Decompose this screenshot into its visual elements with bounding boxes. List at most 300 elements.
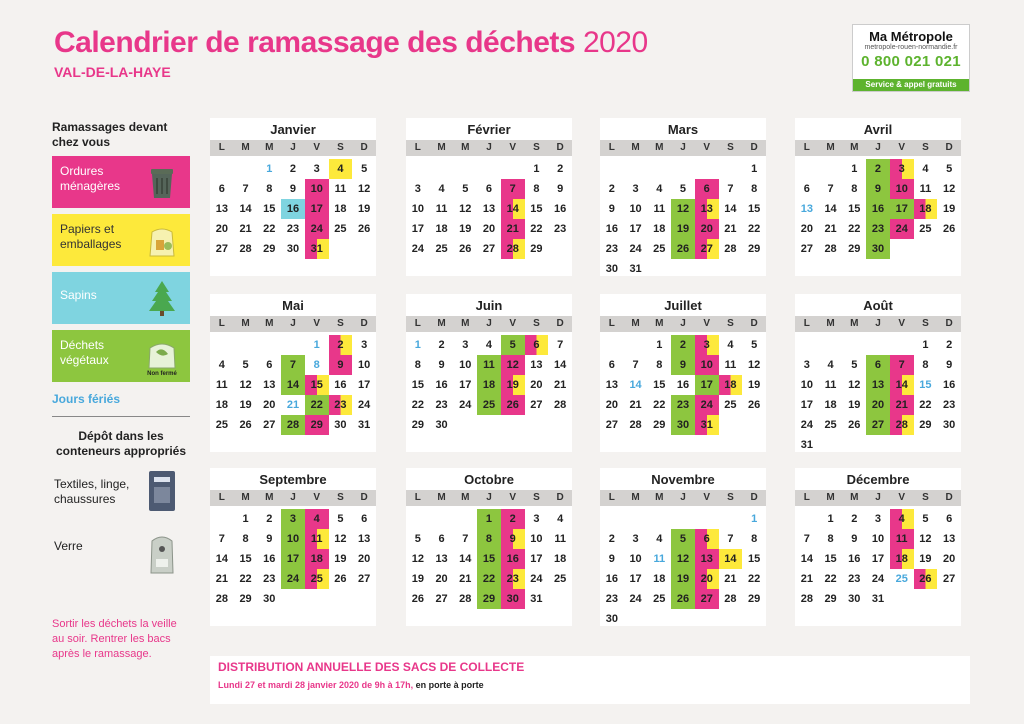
weekday-label: M [826,318,835,329]
day-cell: 27 [215,243,228,255]
day-cell: 15 [411,379,424,391]
day-cell: 15 [653,379,666,391]
day-cell: 22 [848,223,861,235]
holidays-legend: Jours fériés [52,392,121,406]
day-cell: 1 [751,163,758,175]
day-cell: 9 [608,203,615,215]
day-cell: 22 [263,223,276,235]
day-cell: 29 [919,419,932,431]
weekday-label: D [360,318,368,329]
month-7 [600,294,766,452]
day-cell: 6 [485,183,493,195]
day-cell: 4 [485,339,493,351]
day-cell: 17 [629,223,642,235]
weekday-header [600,140,766,156]
day-cell: 28 [890,415,914,435]
day-cell: 27 [482,243,496,255]
month-1 [210,118,376,276]
empty-cell [671,159,695,179]
day-cell: 25 [477,395,501,415]
legend-label: Sapins [60,288,97,302]
day-cell: 3 [361,339,368,351]
legend-sapins [52,272,190,324]
weekday-label: M [655,492,664,503]
day-cell: 19 [671,219,695,239]
month-5 [210,294,376,452]
day-cell: 29 [848,243,861,255]
day-cell: 28 [629,419,642,431]
weekday-label: V [509,492,517,503]
weekday-label: J [486,142,492,153]
day-cell: 19 [943,203,956,215]
day-cell: 8 [751,533,758,545]
day-cell: 13 [263,379,276,391]
day-cell: 13 [943,533,956,545]
day-cell: 6 [803,183,810,195]
day-cell: 14 [239,203,252,215]
weekday-label: S [337,492,344,503]
weekday-label: L [218,142,225,153]
day-cell: 24 [800,419,813,431]
day-cell: 2 [501,509,525,529]
distribution-title: DISTRIBUTION ANNUELLE DES SACS DE COLLECTE [218,660,525,674]
empty-cell [819,159,843,179]
day-cell: 1 [266,163,273,175]
day-cell: 6 [695,179,719,199]
day-cell: 18 [554,553,567,565]
day-cell: 6 [218,183,225,195]
weekday-label: J [875,492,881,503]
day-cell: 21 [459,573,472,585]
day-cell: 26 [848,419,861,431]
day-cell: 10 [695,355,719,375]
month-name: Juin [475,298,503,313]
day-cell: 25 [653,243,666,255]
day-cell: 29 [530,243,543,255]
weekday-label: M [826,142,835,153]
empty-cell [477,159,501,179]
day-cell: 2 [946,339,953,351]
empty-cell [819,335,843,355]
day-cell: 30 [435,419,448,431]
day-cell: 9 [851,533,858,545]
day-cell: 20 [215,223,228,235]
day-cell: 19 [411,573,424,585]
day-cell: 7 [462,533,469,545]
day-cell: 11 [435,203,448,215]
day-cell: 23 [605,593,618,605]
day-cell: 24 [871,573,885,585]
day-cell: 22 [239,573,252,585]
day-cell: 29 [748,593,761,605]
day-cell: 24 [281,569,305,589]
day-cell: 8 [477,529,501,549]
day-cell: 16 [554,203,567,215]
day-cell: 16 [605,223,618,235]
day-cell: 27 [530,399,543,411]
day-cell: 17 [305,199,329,219]
legend-label: Papiers et emballages [60,222,122,251]
recycle-bag-icon [142,220,182,260]
day-cell: 21 [800,573,813,585]
weekday-header [406,140,572,156]
day-cell: 20 [358,553,371,565]
day-cell: 17 [358,379,371,391]
day-cell: 12 [671,199,695,219]
day-cell: 16 [263,553,276,565]
day-cell: 10 [281,529,305,549]
day-cell: 24 [411,243,424,255]
garden-bag-badge: Non fermé [147,371,177,376]
day-cell: 4 [727,339,734,351]
day-cell: 16 [676,379,690,391]
day-cell: 13 [358,533,371,545]
day-cell: 20 [605,399,618,411]
day-cell: 11 [653,553,666,565]
day-cell: 13 [435,553,448,565]
day-cell: 10 [411,203,424,215]
metropole-logo[interactable] [852,24,970,92]
header [54,26,648,80]
empty-cell [624,159,648,179]
month-name: Mars [667,122,699,137]
day-cell: 5 [922,513,929,525]
day-cell: 28 [459,593,472,605]
day-cell: 28 [724,243,737,255]
day-grid [406,509,572,609]
month-name: Avril [863,122,893,137]
day-cell: 9 [866,179,890,199]
distribution-details [218,680,962,690]
day-cell: 10 [890,179,914,199]
day-cell: 31 [695,415,719,435]
day-cell: 24 [305,219,329,239]
distribution-dates: Lundi 27 et mardi 28 janvier 2020 de 9h à 17h, [218,680,414,690]
day-cell: 21 [890,395,914,415]
day-cell: 22 [748,573,761,585]
day-cell: 15 [477,549,501,569]
day-cell: 9 [671,355,695,375]
day-cell: 2 [266,513,273,525]
day-cell: 19 [919,553,932,565]
day-cell: 27 [943,573,956,585]
weekday-header [406,316,572,332]
day-cell: 20 [866,395,890,415]
weekday-label: M [631,318,640,329]
day-cell: 23 [848,573,861,585]
day-cell: 7 [632,359,639,371]
day-cell: 27 [695,239,719,259]
page-subtitle: VAL-DE-LA-HAYE [54,64,171,80]
day-cell: 19 [239,399,252,411]
month-4 [795,118,961,276]
day-cell: 17 [871,553,885,565]
day-cell: 21 [554,379,567,391]
day-cell: 8 [656,359,663,371]
weekday-label: J [486,318,492,329]
day-cell: 28 [554,399,567,411]
day-cell: 20 [695,219,719,239]
divider [52,416,190,417]
day-cell: 25 [653,593,666,605]
day-cell: 15 [530,203,543,215]
day-cell: 1 [922,339,929,351]
day-cell: 23 [435,399,448,411]
day-cell: 29 [477,589,501,609]
day-cell: 1 [414,339,421,351]
day-grid [795,159,961,259]
day-cell: 29 [653,419,666,431]
day-cell: 7 [803,533,810,545]
day-cell: 11 [334,183,347,195]
day-cell: 20 [263,399,276,411]
weekday-label: D [750,318,758,329]
day-cell: 31 [358,419,371,431]
weekday-label: D [750,142,758,153]
weekday-label: D [556,492,564,503]
day-cell: 30 [286,243,300,255]
day-cell: 24 [459,399,472,411]
weekday-label: M [241,492,250,503]
day-cell: 26 [334,573,347,585]
day-cell: 10 [629,203,642,215]
day-cell: 20 [943,553,956,565]
month-name: Décembre [846,472,910,487]
day-cell: 2 [289,163,297,175]
day-cell: 16 [866,199,890,219]
day-grid [210,509,376,609]
weekday-label: S [922,492,929,503]
day-cell: 24 [530,573,543,585]
day-cell: 24 [695,395,719,415]
day-cell: 21 [724,223,737,235]
day-cell: 21 [215,573,228,585]
day-cell: 8 [827,533,834,545]
month-name: Août [863,298,893,313]
day-cell: 18 [914,199,938,219]
weekday-label: S [922,142,929,153]
day-cell: 4 [656,183,663,195]
weekday-label: M [265,142,274,153]
day-cell: 30 [943,419,956,431]
weekday-label: M [461,318,470,329]
day-cell: 18 [435,223,448,235]
day-cell: 4 [557,513,564,525]
day-grid [600,509,766,629]
empty-cell [719,159,743,179]
weekday-label: V [509,318,517,329]
day-cell: 3 [803,359,810,371]
weekday-label: J [290,492,296,503]
day-cell: 11 [890,529,914,549]
legend-vegetaux [52,330,190,382]
day-cell: 10 [530,533,543,545]
container-label: Textiles, linge, chaussures [54,477,130,506]
day-cell: 7 [242,183,249,195]
day-grid [600,335,766,435]
day-cell: 16 [943,379,956,391]
day-cell: 11 [824,379,837,391]
empty-cell [695,159,719,179]
legend-label: Ordures ménagères [60,164,121,193]
day-cell: 5 [851,359,858,371]
weekday-label: S [533,318,540,329]
day-cell: 19 [334,553,347,565]
day-cell: 1 [656,339,663,351]
instructions-note: Sortir les déchets la veille au soir. Rentrer les bacs après le ramassage. [52,618,177,660]
day-cell: 30 [848,593,861,605]
day-cell: 7 [890,355,914,375]
day-cell: 14 [281,375,305,395]
day-cell: 19 [848,399,861,411]
day-cell: 12 [748,359,761,371]
empty-cell [406,509,430,529]
day-cell: 13 [695,199,719,219]
month-8 [795,294,961,452]
empty-cell [430,509,454,529]
day-cell: 9 [329,355,353,375]
empty-cell [210,335,234,355]
weekday-label: M [850,142,859,153]
day-cell: 25 [435,243,448,255]
day-cell: 15 [824,553,837,565]
month-name: Juillet [664,298,702,313]
weekday-label: M [437,318,446,329]
weekday-label: S [727,492,734,503]
weekday-label: L [218,318,225,329]
section-title-pickup: Ramassages devant chez vous [52,120,168,149]
weekday-label: S [337,142,344,153]
weekday-label: M [437,492,446,503]
day-cell: 15 [748,553,761,565]
day-cell: 22 [477,569,501,589]
day-cell: 30 [605,613,618,625]
empty-cell [842,335,866,355]
weekday-label: L [803,492,810,503]
day-cell: 28 [724,593,737,605]
day-cell: 31 [800,439,813,451]
weekday-label: S [533,492,540,503]
day-cell: 28 [501,239,525,259]
day-cell: 3 [462,339,469,351]
weekday-label: L [414,142,421,153]
day-cell: 29 [748,243,761,255]
day-cell: 4 [656,533,663,545]
day-cell: 15 [748,203,761,215]
garden-bag-icon [142,336,182,376]
day-cell: 6 [266,359,273,371]
day-cell: 16 [334,379,347,391]
container-label: Verre [54,539,83,553]
weekday-label: V [313,142,321,153]
day-cell: 12 [943,183,956,195]
month-name: Mai [282,298,304,313]
day-cell: 23 [263,573,276,585]
weekday-label: V [703,142,711,153]
weekday-label: V [898,318,906,329]
day-cell: 20 [695,569,719,589]
weekday-label: L [218,492,225,503]
day-cell: 17 [530,553,543,565]
day-cell: 14 [501,199,525,219]
weekday-label: M [631,492,640,503]
day-cell: 5 [946,163,953,175]
day-grid [210,335,376,435]
day-cell: 9 [266,533,273,545]
day-cell: 18 [653,223,666,235]
weekday-label: M [850,492,859,503]
day-cell: 22 [305,395,329,415]
weekday-label: V [898,142,906,153]
weekday-label: D [360,142,368,153]
weekday-header [795,490,961,506]
sidebar-legend [52,120,190,662]
weekday-label: S [337,318,344,329]
day-cell: 26 [943,223,956,235]
day-cell: 5 [242,359,249,371]
day-cell: 25 [215,419,228,431]
weekday-label: S [727,318,734,329]
day-cell: 8 [266,183,273,195]
weekday-label: D [945,142,953,153]
weekday-label: J [875,318,881,329]
day-cell: 30 [334,419,347,431]
day-cell: 7 [727,533,734,545]
day-cell: 11 [554,533,566,545]
weekday-label: J [680,318,686,329]
day-cell: 2 [608,533,615,545]
day-cell: 15 [263,203,276,215]
day-cell: 6 [695,529,719,549]
day-cell: 26 [671,589,695,609]
day-cell: 29 [411,419,424,431]
weekday-label: D [556,318,564,329]
day-cell: 10 [358,359,371,371]
day-cell: 21 [629,399,642,411]
day-cell: 12 [919,533,932,545]
day-cell: 10 [305,179,329,199]
day-cell: 6 [525,335,549,355]
day-cell: 8 [242,533,249,545]
day-cell: 31 [871,593,885,605]
empty-cell [281,335,305,355]
day-cell: 31 [629,263,642,275]
weekday-label: V [898,492,906,503]
distribution-mode: en porte à porte [415,680,484,690]
day-cell: 6 [361,513,368,525]
day-cell: 28 [800,593,813,605]
day-cell: 4 [218,359,225,371]
day-cell: 4 [922,163,929,175]
empty-cell [600,159,624,179]
weekday-label: V [703,318,711,329]
month-9 [210,468,376,626]
day-cell: 7 [727,183,734,195]
day-cell: 17 [411,223,424,235]
day-cell: 27 [695,589,719,609]
month-name: Octobre [464,472,514,487]
empty-cell [257,335,281,355]
day-cell: 26 [914,569,938,589]
day-cell: 20 [482,223,496,235]
logo-name: Ma Métropole [869,29,953,44]
day-cell: 3 [632,183,639,195]
month-name: Février [467,122,511,137]
weekday-header [406,490,572,506]
day-cell: 2 [557,163,564,175]
weekday-label: J [875,142,881,153]
day-grid [210,159,376,259]
